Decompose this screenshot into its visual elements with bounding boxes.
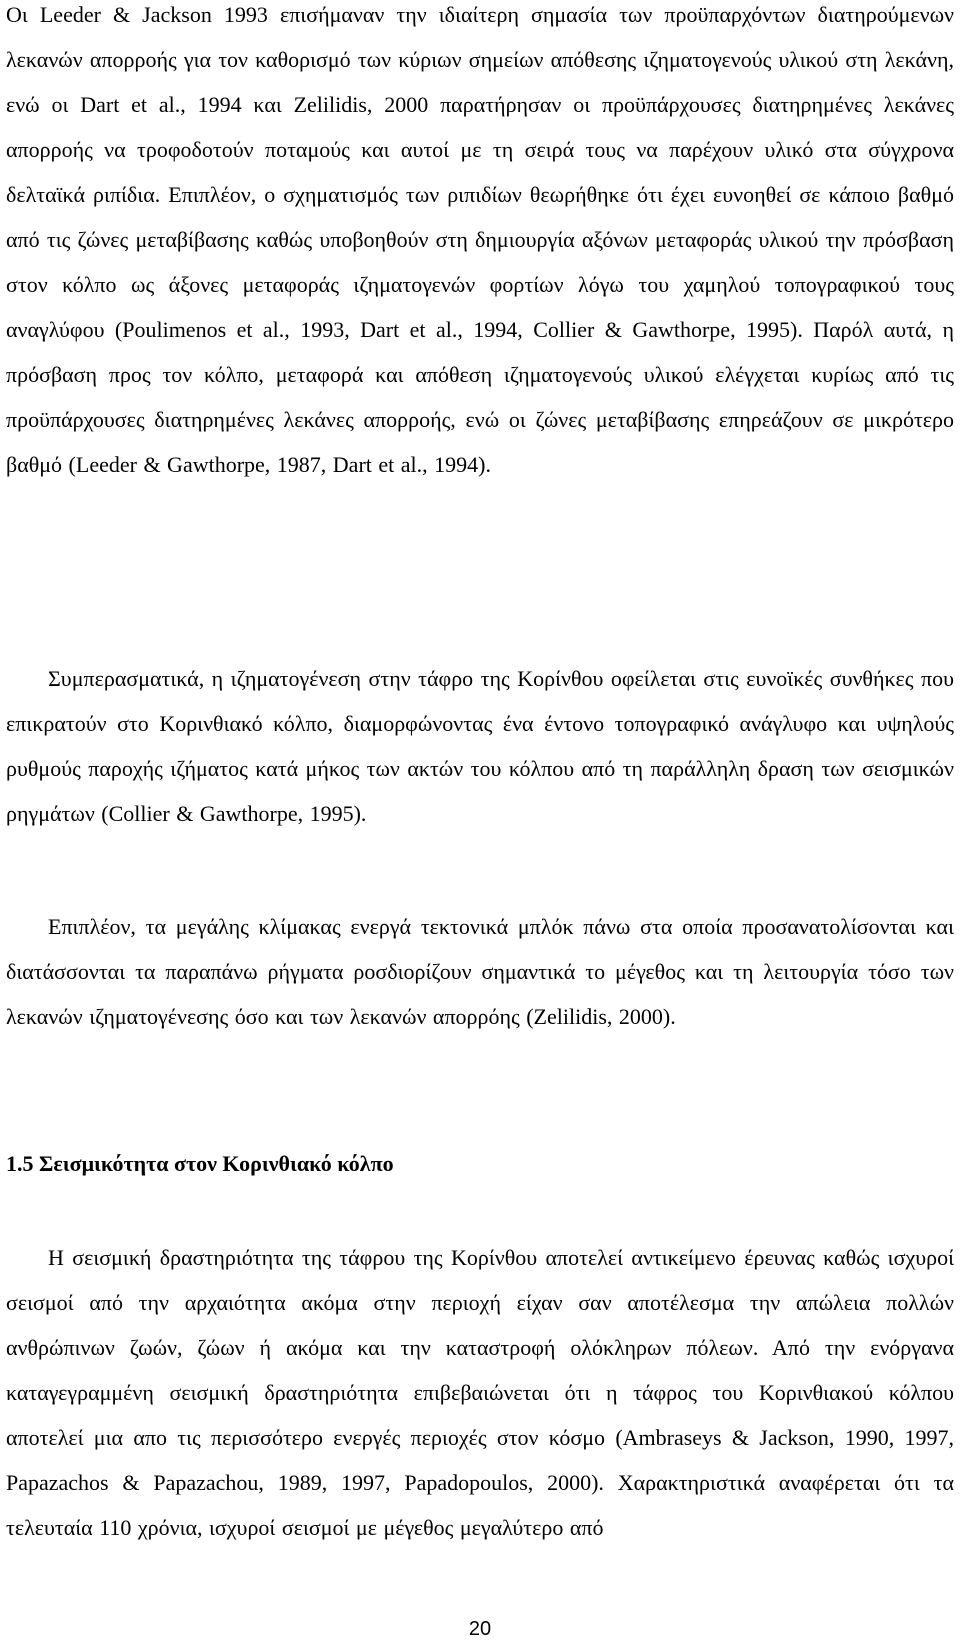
section-heading: 1.5 Σεισμικότητα στον Κορινθιακό κόλπο	[6, 1151, 394, 1176]
page-number: 20	[468, 1618, 492, 1640]
paragraph-seismic-activity: Η σεισμική δραστηριότητα της τάφρου της Κορίνθου αποτελεί αντικείμενο έρευνας καθώς ισχυροί σεισμοί από την αρχαιότητα ακόμα στην περιοχή είχαν σαν αποτέλεσμα την απώλεια πολλών ανθρώπινων ζωών, ζώων ή ακόμα και την καταστροφή ολόκληρων πόλεων. Από την ενόργανα καταγεγραμμένη σεισμική δραστηριότητα επιβεβαιώνεται ότι η τάφρος του Κορινθιακού κόλπου αποτελεί μια απο τις περισσότερο ενεργές περιοχές στον κόσμο (Ambraseys & Jackson, 1990, 1997, Papazachos & Papazachou, 1989, 1997, Papadopoulos, 2000). Χαρακτηριστικά αναφέρεται ότι τα τελευταία 110 χρόνια, ισχυροί σεισμοί με μέγεθος μεγαλύτερο από	[6, 1245, 954, 1540]
paragraph-sediment-supply: Οι Leeder & Jackson 1993 επισήμαναν την ιδιαίτερη σημασία των προϋπαρχόντων διατηρούμενων λεκανών απορροής για τον καθορισμό των κύριων σημείων απόθεσης ιζηματογενούς υλικού στη λεκάνη, ενώ οι Dart et al., 1994 και Zelilidis, 2000 παρατήρησαν οι προϋπάρχουσες διατηρημένες λεκάνες απορροής να τροφοδοτούν ποταμούς και αυτοί με τη σειρά τους να παρέχουν υλικό στα σύγχρονα δελταϊκά ριπίδια. Επιπλέον, ο σχηματισμός των ριπιδίων θεωρήθηκε ότι έχει ευνοηθεί σε κάποιο βαθμό από τις ζώνες μεταβίβασης καθώς υποβοηθούν στη δημιουργία αξόνων μεταφοράς υλικού την πρόσβαση στον κόλπο ως άξονες μεταφοράς ιζηματογενών φορτίων λόγω του χαμηλού τοπογραφικού τους αναγλύφου (Poulimenos et al., 1993, Dart et al., 1994, Collier & Gawthorpe, 1995). Παρόλ αυτά, η πρόσβαση προς τον κόλπο, μεταφορά και απόθεση ιζηματογενούς υλικού ελέγχεται κυρίως από τις προϋπάρχουσες διατηρημένες λεκάνες απορροής, ενώ οι ζώνες μεταβίβασης επηρεάζουν σε μικρότερο βαθμό (Leeder & Gawthorpe, 1987, Dart et al., 1994).	[6, 2, 954, 477]
paragraph-tectonic-blocks: Επιπλέον, τα μεγάλης κλίμακας ενεργά τεκτονικά μπλόκ πάνω στα οποία προσανατολίσονται και διατάσσονται τα παραπάνω ρήγματα ροσδιορίζουν σημαντικά το μέγεθος και τη λειτουργία τόσο των λεκανών ιζηματογένεσης όσο και των λεκανών απορρόης (Zelilidis, 2000).	[6, 914, 954, 1029]
paragraph-conclusion: Συμπερασματικά, η ιζηματογένεση στην τάφρο της Κορίνθου οφείλεται στις ευνοϊκές συνθήκες που επικρατούν στο Κορινθιακό κόλπο, διαμορφώνοντας ένα έντονο τοπογραφικό ανάγλυφο και υψηλούς ρυθμούς παροχής ιζήματος κατά μήκος των ακτών του κόλπου από τη παράλληλη δραση των σεισμικών ρηγμάτων (Collier & Gawthorpe, 1995).	[6, 666, 954, 826]
